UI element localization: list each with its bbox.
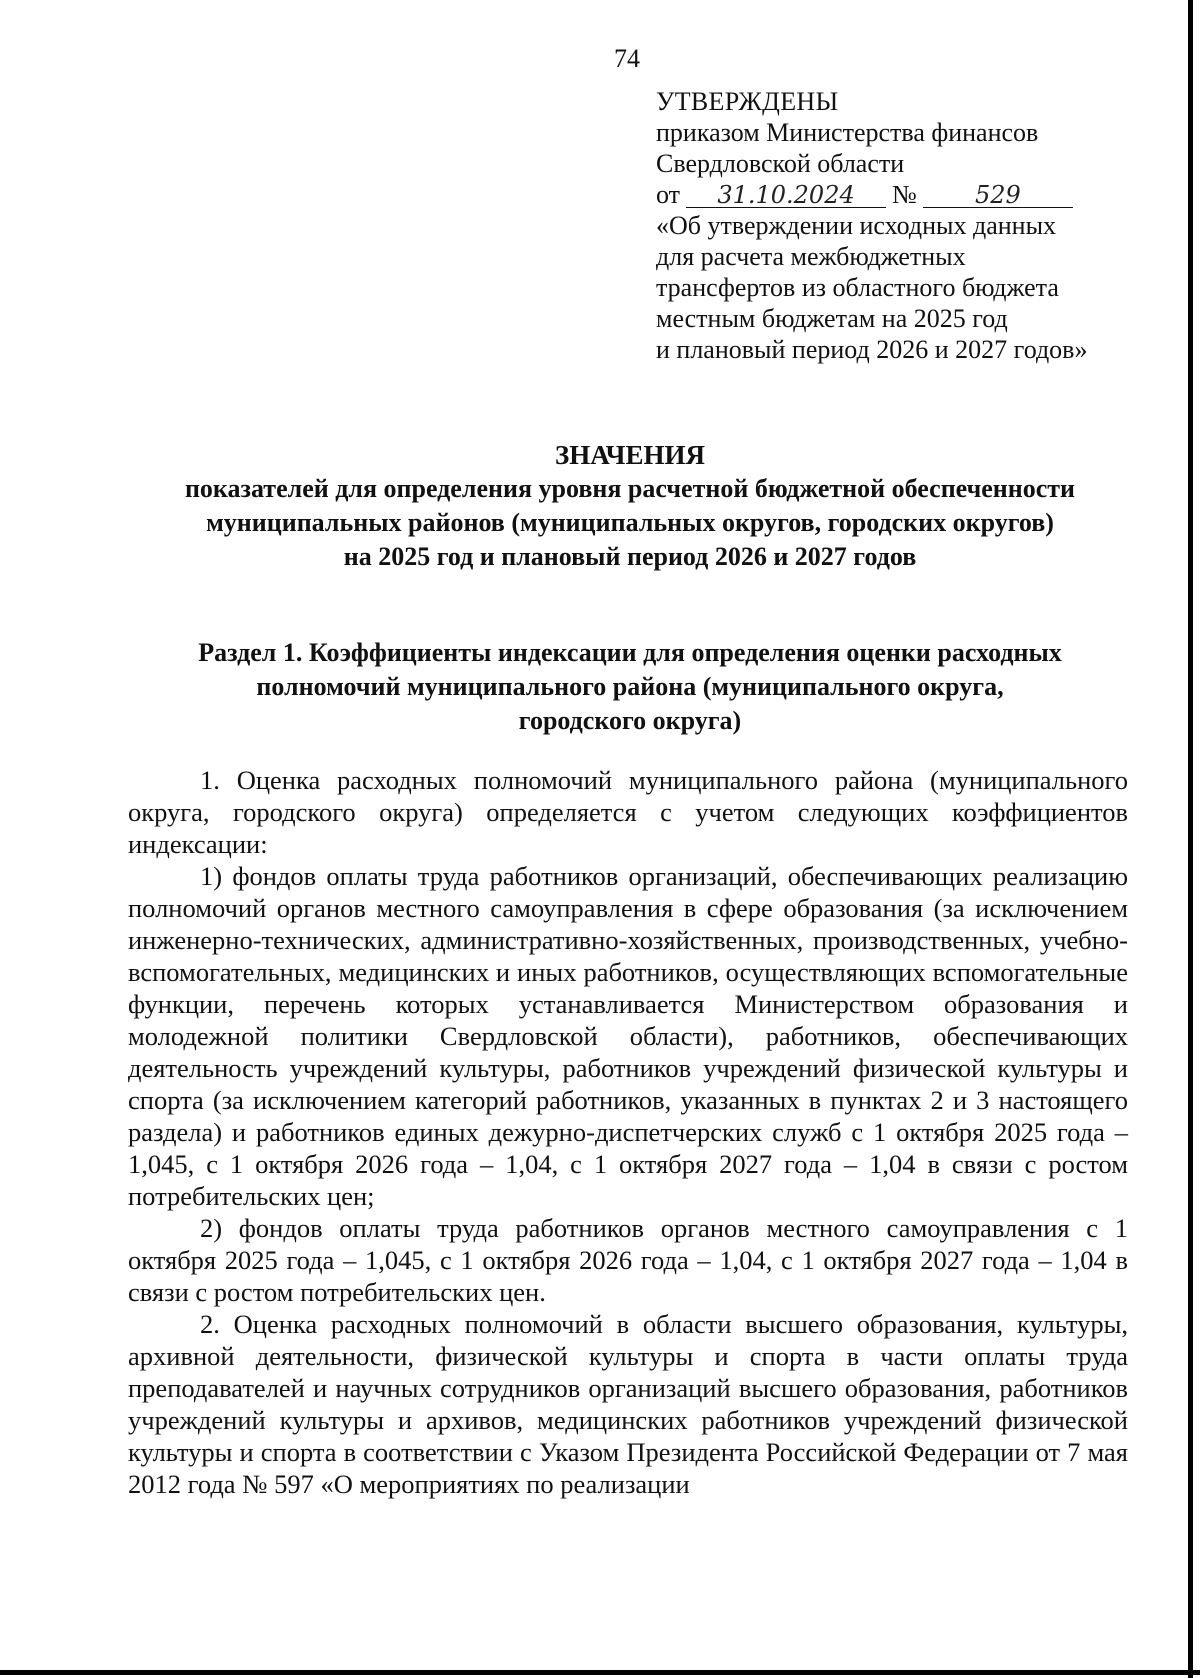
approval-subject-line: и плановый период 2026 и 2027 годов» [656, 335, 1088, 364]
document-title [100, 438, 1160, 574]
date-prefix: от [656, 180, 681, 209]
title-main: ЗНАЧЕНИЯ [555, 440, 705, 470]
section-heading-line: городского округа) [518, 706, 742, 735]
approval-subject-line: «Об утверждении исходных данных [656, 211, 1057, 240]
approval-date-row [656, 179, 1136, 210]
title-line: на 2025 год и плановый период 2026 и 2027 годов [343, 542, 917, 571]
handwritten-number: 529 [923, 183, 1073, 208]
section-heading-line: полномочий муниципального района (муниципального округа, [256, 672, 1004, 701]
section-heading-line: Раздел 1. Коэффициенты индексации для определения оценки расходных [198, 638, 1062, 667]
approval-block [656, 86, 1136, 365]
scan-edge-bottom [0, 1670, 1200, 1675]
approval-order-line: приказом Министерства финансов [656, 118, 1039, 147]
approval-subject-line: местным бюджетам на 2025 год [656, 304, 1008, 333]
paragraph: 2. Оценка расходных полномочий в области высшего образования, культуры, архивной деятельности, физической культуры и спорта в части оплаты труда преподавателей и научных сотрудников организаций высшего образования, работников учреждений культуры и архивов, медицинских работников учреждений физической культуры и спорта в соответствии с Указом Президента Российской Федерации от 7 мая 2012 года № 597 «О мероприятиях по реализации [128, 1309, 1128, 1499]
number-prefix: № [892, 180, 917, 209]
title-line: муниципальных районов (муниципальных округов, городских округов) [206, 508, 1054, 537]
scan-edge-right [1188, 0, 1193, 1678]
section-heading [100, 636, 1160, 738]
body-text [128, 764, 1128, 1500]
approval-region-line: Свердловской области [656, 149, 905, 178]
approval-heading: УТВЕРЖДЕНЫ [656, 87, 839, 116]
paragraph: 2) фондов оплаты труда работников органов местного самоуправления с 1 октября 2025 года – 1,045, с 1 октября 2026 года – 1,04, с 1 октября 2027 года – 1,04 в связи с ростом потребительских цен. [128, 1213, 1128, 1307]
page-number: 74 [614, 44, 640, 73]
title-line: показателей для определения уровня расчетной бюджетной обеспеченности [184, 474, 1076, 503]
paragraph: 1. Оценка расходных полномочий муниципального района (муниципального округа, городского округа) определяется с учетом следующих коэффициентов индексации: [128, 765, 1128, 859]
handwritten-date: 31.10.2024 [686, 183, 886, 208]
approval-subject-line: для расчета межбюджетных [656, 242, 966, 271]
paragraph: 1) фондов оплаты труда работников организаций, обеспечивающих реализацию полномочий органов местного самоуправления в сфере образования (за исключением инженерно-технических, административно-хозяйственных, производственных, учебно-вспомогательных, медицинских и иных работников, осуществляющих вспомогательные функции, перечень которых устанавливается Министерством образования и молодежной политики Свердловской области), работников, обеспечивающих деятельность учреждений культуры, работников учреждений физической культуры и спорта (за исключением категорий работников, указанных в пунктах 2 и 3 настоящего раздела) и работников единых дежурно-диспетчерских служб с 1 октября 2025 года – 1,045, с 1 октября 2026 года – 1,04, с 1 октября 2027 года – 1,04 в связи с ростом потребительских цен; [128, 861, 1128, 1211]
approval-subject-line: трансфертов из областного бюджета [656, 273, 1059, 302]
